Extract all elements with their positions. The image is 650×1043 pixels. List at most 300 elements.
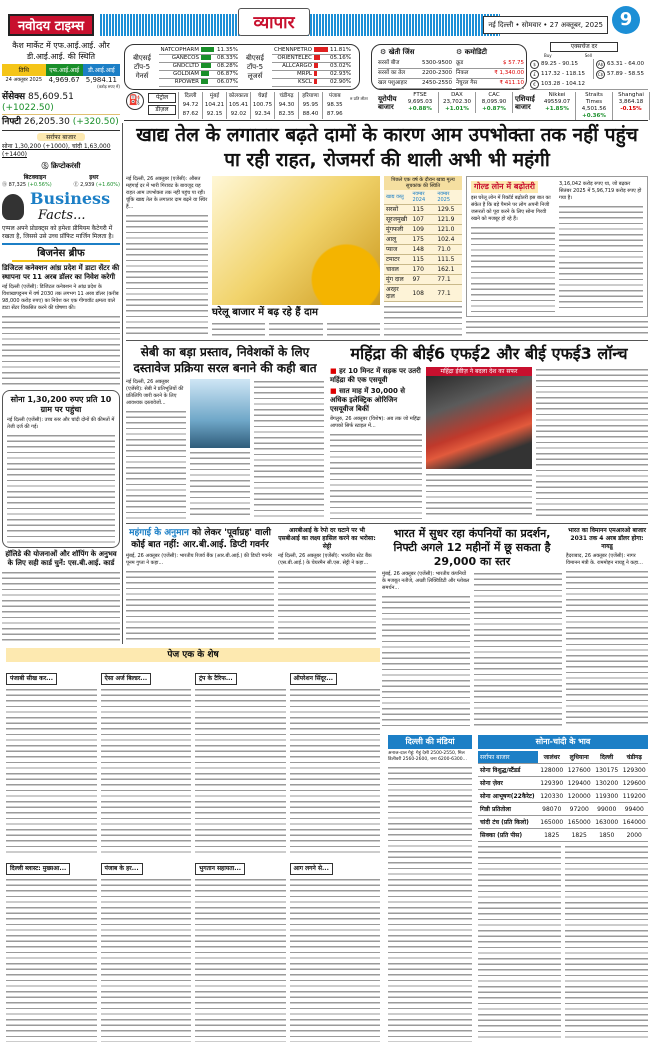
- stock-change: 06.87%: [217, 71, 238, 77]
- stock-bar-cell: [201, 47, 215, 54]
- stock-change: 06.07%: [217, 79, 238, 85]
- index-change: +0.88%: [408, 106, 432, 112]
- price-cell: 129300: [620, 764, 648, 777]
- currency-icon: €: [530, 80, 539, 89]
- main-lead: नई दिल्ली, 26 अक्तूबर (एजेंसी): औसत महंगाई दर में भारी गिरावट के बावजूद यह राहत आम उपभोक्ता तक नहीं पहुंच पा रही। चूंकि खाद्य तेल के लगातार दाम बढ़ने या स्थिर हैं...: [126, 176, 208, 210]
- food-header-row: [384, 190, 462, 205]
- price-cell: 163000: [593, 816, 621, 829]
- europe-label: यूरोपीय बाजार: [378, 95, 397, 111]
- page-one-body: [6, 877, 97, 1043]
- food-item: मूंग दाल: [384, 275, 410, 285]
- mandi-lead: अनाज-दाल गेहूं: गेहूं देसी 2500-2550, मिल डिलीवरी 2560-2600, चना 6200-6300...: [388, 751, 467, 762]
- gold-loan-col-2: [559, 181, 643, 312]
- brief-headline: डिजिटल कनेक्शन आंध्र प्रदेश में डाटा सेंटर की स्थापना पर 11 अरब डॉलर का निवेश करेगी: [2, 264, 120, 281]
- section-title: व्यापार: [238, 8, 310, 36]
- gainers-row: [159, 47, 238, 55]
- losers-row: [272, 63, 351, 71]
- market-index: [439, 92, 476, 113]
- stock-bar-cell: [314, 71, 328, 78]
- stock-change: 11.81%: [329, 47, 351, 53]
- losers-label: बीएसई टॉप-5 लूजर्स: [246, 53, 264, 80]
- page-one-body: [101, 687, 192, 853]
- food-row: [384, 285, 462, 302]
- metal-label: सोना ज़ेवर: [478, 777, 538, 790]
- food-item: प्याज: [384, 245, 410, 255]
- rbi-headline: महंगाई के अनुमान को लेकर 'पूर्वाग्रह' वाली कोई बात नहीं: आर.बी.आई. डिप्टी गवर्नर: [129, 528, 271, 550]
- mahindra-lead: बेंगलुरु, 26 अक्तूबर (विशेष): अब तक जो महिंद्रा आपको सिर्फ स्टाइल में...: [330, 416, 421, 429]
- food-header: खाद्य वस्तु: [384, 190, 410, 205]
- sensex-change: (+1022.50): [2, 103, 54, 113]
- sensex-value: 85,609.51: [27, 92, 74, 102]
- mahindra-photo-caption: महिंद्रा ईवीज़ ने बदला देश का सफर: [426, 367, 532, 376]
- mahindra-body-2: [426, 472, 532, 519]
- fii-note: (करोड़ रुपए में): [97, 84, 120, 89]
- facts-title: Business: [30, 189, 111, 208]
- commodity-icon: ⚙: [456, 48, 465, 56]
- main-divider: [126, 340, 648, 341]
- index-change: +1.01%: [445, 106, 469, 112]
- price-cell: 98070: [538, 803, 566, 816]
- eth-label: इथर: [89, 174, 99, 181]
- food-row: [384, 265, 462, 275]
- market-index: [539, 92, 576, 120]
- gold-loan-body-2: [559, 204, 643, 312]
- page-one-column: [6, 665, 97, 1042]
- stock-name: GNDCLTD: [172, 63, 199, 69]
- fii-dii-table: [2, 64, 120, 84]
- main-col-2-text: [212, 321, 380, 337]
- stock-change: 08.33%: [217, 55, 238, 61]
- item-price: 5300-9500: [422, 60, 452, 66]
- item-price: ₹ 411.10: [499, 80, 524, 86]
- stock-name: ORIENTELEC: [277, 55, 312, 61]
- sell-label: Sell: [584, 53, 592, 58]
- fuel-city: दिल्ली: [179, 92, 203, 101]
- metal-label: गिन्नी प्रतितोला: [478, 803, 538, 816]
- page-one-subhead: [6, 855, 97, 875]
- item-name: सरसों बीज: [378, 60, 400, 66]
- stock-bar: [314, 71, 317, 76]
- index-value: 3,864.18: [618, 99, 644, 105]
- mandi-body: [388, 765, 472, 1042]
- head-gear-icon: [2, 194, 24, 220]
- fii-date: 24 अक्तूबर 2025: [5, 77, 43, 83]
- price-cell: 99400: [620, 803, 648, 816]
- index-change: +0.36%: [582, 113, 606, 119]
- metal-label: सोना विशुद्ध/स्टैंडर्ड: [478, 764, 538, 777]
- gainers-row: [159, 55, 238, 63]
- gainers-table: [159, 47, 238, 87]
- main-body-5: [384, 304, 462, 337]
- gold-loan-text2: 3,16,042 करोड़ रुपए था, जो बढ़कर सितंबर 2025 में 5,96,719 करोड़ रुपए हो गया है।: [559, 181, 642, 201]
- fii-dii-box: [2, 40, 120, 90]
- main-body-6: [466, 319, 648, 337]
- sona-chandi-body-1: [478, 844, 561, 1042]
- food-index: 97: [410, 275, 435, 285]
- page-one-subhead-label: भुगतान सहायता...: [195, 863, 245, 875]
- page-one-subhead-label: पंजाबी सीख कर...: [6, 673, 57, 685]
- stock-change: 02.90%: [329, 79, 351, 85]
- commodity-row: [456, 59, 524, 69]
- commodity-row: [456, 79, 524, 89]
- metal-label: सिक्का (प्रति पीस): [478, 829, 538, 842]
- stock-bar: [201, 55, 211, 60]
- price-cell: 1825: [538, 829, 566, 842]
- page-one-body: [290, 877, 381, 1043]
- gainers-row: [159, 71, 238, 79]
- food-index: 115: [410, 205, 435, 215]
- price-cell: 128000: [538, 764, 566, 777]
- exchange-rate: 117.32 - 118.15: [541, 70, 585, 77]
- nifty-change: (+320.50): [72, 117, 119, 127]
- price-cell: 165000: [565, 816, 593, 829]
- page-one-title: पेज एक के शेष: [6, 648, 380, 662]
- diesel-label: डीज़ल: [148, 105, 176, 115]
- stock-bar: [201, 79, 208, 84]
- index-name: CAC: [488, 92, 500, 98]
- losers-row: [272, 55, 351, 63]
- kheti-title: ⚙ खेती जिंस: [380, 48, 415, 56]
- price-cell: 129390: [538, 777, 566, 790]
- th-dii: डी.आई.आई: [83, 64, 120, 76]
- page-one-subhead-label: ट्रंप के टैरिफ...: [195, 673, 237, 685]
- price-cell: 119200: [620, 790, 648, 803]
- currency-icon: C$: [597, 71, 604, 77]
- food-row: [384, 235, 462, 245]
- stock-name: CHENNPETRO: [274, 47, 312, 53]
- sona-chandi-header: सर्राफा बाजार: [478, 751, 538, 764]
- fuel-unit: रु प्रति लीटर: [350, 96, 368, 101]
- food-index: 77.1: [435, 275, 462, 285]
- index-change: +0.87%: [482, 106, 506, 112]
- main-subhead: घरेलू बाजार में बढ़ रहे हैं दाम: [212, 307, 318, 318]
- gainers-row: [159, 79, 238, 87]
- kheti-row: [378, 59, 452, 69]
- index-name: DAX: [451, 92, 463, 98]
- food-header: नवम्बर 2024: [410, 190, 435, 205]
- stock-bar: [201, 63, 211, 68]
- food-table-box: [384, 176, 462, 302]
- main-col-1: [126, 176, 208, 337]
- th-fii: एफ.आई.आई: [46, 64, 83, 76]
- stock-change: 05.16%: [329, 55, 351, 61]
- sona-chandi-header-row: [478, 751, 648, 764]
- index-value: 23,702.30: [443, 99, 471, 105]
- sona-chandi-header: दिल्ली: [593, 751, 621, 764]
- mahindra-col-2: [426, 367, 532, 519]
- mahindra-body-row: [330, 367, 648, 519]
- sbi-headline: आरबीआई के रेपो दर घटाने पर भी एसबीआई का लक्ष्य हासिल करने का भरोसा: सेट्टी: [278, 527, 376, 550]
- sarafa-line: सोना 1,30,200 (+1000), चांदी 1,63,000 (+1400): [2, 143, 111, 158]
- price-cell: 99000: [593, 803, 621, 816]
- food-index: 148: [410, 245, 435, 255]
- sbi-body: [278, 569, 376, 643]
- fuel-price: 100.75: [251, 101, 275, 110]
- food-row: [384, 275, 462, 285]
- index-value: 4,501.56: [581, 106, 607, 112]
- fuel-price: 88.40: [299, 110, 323, 119]
- food-price-table: [384, 190, 462, 302]
- sebi-body-2: [190, 450, 250, 519]
- price-cell: 127600: [565, 764, 593, 777]
- page-one-subhead-label: आग लगने से...: [290, 863, 333, 875]
- food-col: [384, 176, 462, 337]
- stock-bar: [314, 47, 328, 52]
- mahindra-bullet-2: ■ सात माह में 30,000 से अधिक इलेक्ट्रिक ओरिजिन एसयूवीज बिकीं: [330, 387, 405, 413]
- gold-loan-col-1: [471, 181, 555, 312]
- sona-chandi-title: सोना-चांदी के भाव: [478, 735, 648, 749]
- mandi-box: [388, 735, 472, 1042]
- exchange-headers: [530, 53, 592, 58]
- item-price: 2450-2550: [422, 80, 452, 86]
- main-headline: खाद्य तेल के लगातार बढ़ते दामों के कारण आम उपभोक्ता तक नहीं पहुंच पा रही राहत, रोजमर्रा की थाली अभी भी महंगी: [136, 124, 638, 171]
- food-index: 102.4: [435, 235, 462, 245]
- index-name: FTSE: [413, 92, 427, 98]
- brief-body: [2, 314, 120, 388]
- exchange-rate-row: [530, 79, 592, 89]
- metal-label: चांदी टंच (प्रति किलो): [478, 816, 538, 829]
- page-one-subhead-label: ऐसा अर्ज बिल्डर...: [101, 673, 152, 685]
- food-index: 121.0: [435, 225, 462, 235]
- page-one-subhead-label: पंजाब के हर...: [101, 863, 143, 875]
- commodity-list: [456, 59, 524, 89]
- exchange-left: [530, 59, 592, 89]
- losers-row: [272, 47, 351, 55]
- holiday-body: [2, 570, 120, 644]
- fuel-price: 105.41: [227, 101, 251, 110]
- commodity-row: [456, 69, 524, 79]
- stock-name: GOLDIAM: [172, 71, 199, 77]
- sebi-body-1: [126, 409, 186, 519]
- main-body-1: [126, 213, 208, 337]
- left-column: [2, 40, 120, 644]
- wheat-icon: ⚙: [380, 48, 389, 56]
- losers-row: [272, 79, 351, 87]
- currency-icon: A$: [597, 61, 604, 67]
- sona-chandi-body-2: [565, 844, 648, 1042]
- item-name: खल पशुआहार: [378, 80, 408, 86]
- holiday-headline: हॉलिडे की योजनाओं और शॉपिंग के अनुभव के लिए सही कार्ड चुनें: एस.बी.आई. कार्ड: [5, 550, 117, 567]
- nifty-lead: मुंबई, 26 अक्तूबर (एजेंसी): भारतीय कंपनियों के मजबूत नतीजे, अच्छी लिक्विडिटी और ग्लोबल समर्थन...: [382, 571, 470, 591]
- main-col-2: [212, 176, 380, 337]
- exchange-rate-row: [596, 59, 648, 69]
- food-index: 175: [410, 235, 435, 245]
- food-index: 71.0: [435, 245, 462, 255]
- facts-text: एप्पल अपने प्रोडक्ट्स को हमेशा प्रीमियम कैटेगरी में रखता है, जिससे उसे उच्च प्रॉफिट मार्जिन मिलता है।: [2, 225, 120, 245]
- fuel-city: पंजाब: [323, 92, 347, 101]
- fii-dii-title: कैश मार्केट में एफ.आई.आई. और डी.आई.आई. की स्थिति: [12, 41, 110, 61]
- item-name: नेचुरल गैस: [456, 80, 478, 86]
- main-body-4: [327, 321, 380, 337]
- fuel-city: चेन्नई: [251, 92, 275, 101]
- food-index: 111.5: [435, 255, 462, 265]
- page-number: 9: [612, 6, 640, 34]
- exchange-rate: 89.25 - 90.15: [541, 60, 578, 67]
- btc-value: 87,325: [8, 182, 27, 188]
- food-index: 170: [410, 265, 435, 275]
- fuel-price: 92.34: [251, 110, 275, 119]
- kheti-list: [378, 59, 452, 89]
- kheti-row: [378, 69, 452, 79]
- gainers-losers-box: [124, 44, 360, 90]
- sona-chandi-row: [478, 764, 648, 777]
- sona-body: [7, 433, 115, 543]
- gainers-row: [159, 63, 238, 71]
- page-one-subhead-label: दिल्ली ब्लास्ट: मुख्यआ...: [6, 863, 70, 875]
- page-one-subhead-label: ऑपरेशन सिंदूर...: [290, 673, 338, 685]
- sona-box: [2, 390, 120, 548]
- sona-chandi-row: [478, 829, 648, 842]
- rbi-lead: मुंबई, 26 अक्तूबर (एजेंसी): भारतीय रिजर्व बैंक (आर.बी.आई.) की डिप्टी गवर्नर पूनम गुप्ता ने कहा...: [126, 553, 272, 566]
- sona-lead: नई दिल्ली (एजेंसी): उच्च स्तर और चांदी दोनों की कीमतों में तेजी दर्ज की गई।: [7, 417, 115, 430]
- fuel-row-cities: [179, 92, 347, 101]
- page-one-body: [195, 877, 286, 1043]
- sona-chandi-row: [478, 803, 648, 816]
- buy-label: Buy: [544, 53, 552, 58]
- stock-name: ALLCARGO: [282, 63, 312, 69]
- price-cell: 120000: [565, 790, 593, 803]
- food-item: टमाटर: [384, 255, 410, 265]
- sebi-col-2: [190, 379, 250, 519]
- main-story: [126, 123, 648, 337]
- food-row: [384, 225, 462, 235]
- brief-title: बिजनेस ब्रीफ: [12, 247, 110, 262]
- sona-chandi-row: [478, 777, 648, 790]
- page-one-subhead: [195, 855, 286, 875]
- nifty-headline: भारत में सुधर रहा कंपनियों का प्रदर्शन, निफ्टी अगले 12 महीनों में छू सकता है 29,000 का स्तर: [393, 527, 551, 568]
- page-one-subhead: [290, 855, 381, 875]
- mandi-title: दिल्ली की मंडियां: [388, 735, 472, 749]
- food-index: 107: [410, 215, 435, 225]
- fuel-price: 87.62: [179, 110, 203, 119]
- sona-headline: सोना 1,30,200 रुपए प्रति 10 ग्राम पर पहुंचा: [10, 395, 112, 414]
- eth-value: 2,939: [80, 182, 95, 188]
- sbi-lead: नई दिल्ली, 26 अक्तूबर (एजेंसी): भारतीय स्टेट बैंक (एस.बी.आई.) के चेयरमैन सी.एस. सेट्टी ने कहा...: [278, 553, 372, 566]
- rbi-body: [126, 569, 274, 643]
- kheti-row: [378, 79, 452, 89]
- sona-chandi-row: [478, 790, 648, 803]
- stock-name: GANECOS: [171, 55, 199, 61]
- sebi-col-1: [126, 379, 186, 519]
- world-markets: [378, 92, 648, 120]
- commodity-title: ⚙ कमोडिटी: [456, 48, 487, 56]
- fuel-pump-icon: ⛽: [126, 92, 144, 110]
- food-table-title: पिछले एक वर्ष के दौरान खाद्य मूल्य सूचकांक की स्थिति: [384, 176, 462, 190]
- brief-lead: नई दिल्ली (एजेंसी): डिजिटल कनेक्शन ने आंध्र प्रदेश के विशाखापट्टनम में वर्ष 2030 तक लगभग 11 अरब डॉलर (करीब 98,000 करोड़ रुपए) का निवेश कर एक गीगावॉट क्षमता वाले डाटा सेंटर विकसित करने की घोषणा की।: [2, 284, 119, 311]
- nifty-body-2: [474, 571, 562, 728]
- food-header: नवम्बर 2025: [435, 190, 462, 205]
- price-cell: 129600: [620, 777, 648, 790]
- gold-loan-body: [471, 225, 555, 312]
- food-index: 121.9: [435, 215, 462, 225]
- btc-change: (+0.56%): [27, 182, 52, 188]
- sona-chandi-body: [478, 844, 648, 1042]
- fuel-table: [178, 92, 347, 119]
- page-one-column: [195, 665, 286, 1042]
- mahindra-story: [330, 344, 648, 519]
- main-body-2: [212, 321, 265, 337]
- fdi-headline: भारत का विमानन एमआरओ बाजार 2031 तक 4 अरब डॉलर होगा: नायडू: [568, 527, 646, 550]
- sensex-row: सेंसेक्स 85,609.51 (+1022.50): [2, 92, 120, 115]
- sbi-story: [278, 527, 376, 643]
- gold-loan-text: इस घरेलू लोन में रिकॉर्ड बढ़ोतरी इस बात का संकेत है कि बड़े पैमाने पर लोग अपनी निजी जरूरतों को पूरा करने के लिए सोना गिरवी रखने को मजबूर हो रहे हैं।: [471, 195, 551, 222]
- mahindra-headline: महिंद्रा की बीई6 एफई2 और बीई एफई3 लॉन्च: [350, 344, 628, 363]
- fuel-price: 95.95: [299, 101, 323, 110]
- price-cell: 165000: [538, 816, 566, 829]
- losers-table: [272, 47, 351, 87]
- price-cell: 120330: [538, 790, 566, 803]
- food-row: [384, 205, 462, 215]
- sebi-body-row: [126, 379, 324, 519]
- item-price: $ 57.75: [503, 60, 524, 66]
- crypto-title: Ⓢ क्रिप्टोकरंसी: [41, 162, 81, 170]
- food-row: [384, 255, 462, 265]
- item-price: 2200-2300: [422, 70, 452, 76]
- facts-subtitle: Facts...: [38, 208, 86, 223]
- stock-bar-cell: [201, 71, 215, 78]
- exchange-box: [530, 42, 648, 90]
- asia-label: एशियाई बाजार: [515, 95, 535, 111]
- th-date: तिथि: [2, 64, 46, 76]
- food-item: मूंगफली: [384, 225, 410, 235]
- sona-chandi-row: [478, 816, 648, 829]
- fuel-city: चंडीगढ़: [275, 92, 299, 101]
- fuel-price: 92.15: [203, 110, 227, 119]
- food-index: 162.1: [435, 265, 462, 275]
- page-one-body: [290, 687, 381, 853]
- crypto-icon: Ⓢ: [41, 162, 51, 170]
- index-change: -0.15%: [620, 106, 642, 112]
- stock-name: RPOWER: [174, 79, 199, 85]
- kheti-commodity-box: [371, 44, 527, 90]
- nifty-body-row: [382, 571, 562, 728]
- sona-chandi-box: [478, 735, 648, 1042]
- food-index: 115: [410, 255, 435, 265]
- item-price: ₹ 1,340.00: [494, 70, 524, 76]
- item-name: निकल: [456, 70, 469, 76]
- page-one-body: [6, 687, 97, 853]
- stock-name: MRPL: [297, 71, 312, 77]
- index-value: 8,095.90: [481, 99, 507, 105]
- header-divider: [124, 120, 648, 121]
- car-photo: [426, 376, 532, 469]
- market-index: [576, 92, 613, 120]
- stock-bar-cell: [314, 55, 328, 62]
- fuel-row-diesel_prices: [179, 110, 347, 119]
- fuel-price: 94.72: [179, 101, 203, 110]
- fdi-body: [566, 569, 648, 728]
- currency-icon: $: [530, 60, 539, 69]
- item-name: सरसों का तेल: [378, 70, 406, 76]
- exchange-right: [593, 59, 648, 79]
- price-cell: 164000: [620, 816, 648, 829]
- exchange-rate: 57.89 - 58.55: [607, 70, 644, 77]
- sebi-lead: नई दिल्ली, 26 अक्तूबर (एजेंसी): सेबी ने प्रतिभूतियों की प्रतिलिपि जारी करने के लिए आवश्यक दस्तावेजों...: [126, 379, 184, 406]
- stock-bar: [314, 55, 320, 60]
- food-index: 108: [410, 285, 435, 302]
- mahindra-bullet-1: ■ हर 10 मिनट में सड़क पर उतरी महिंद्रा की एक एसयूवी: [330, 367, 421, 384]
- food-item: चावल: [384, 265, 410, 275]
- petrol-label: पेट्रोल: [148, 93, 176, 103]
- stock-bar-cell: [201, 63, 215, 70]
- index-value: 9,695.03: [407, 99, 433, 105]
- page-one-column: [290, 665, 381, 1042]
- stock-bar-cell: [314, 63, 328, 70]
- index-value: 49559.07: [543, 99, 571, 105]
- dii-value: 5,984.11: [85, 76, 117, 84]
- gainers-label: बीएसई टॉप-5 गेनर्स: [133, 53, 151, 80]
- stock-change: 08.28%: [217, 63, 238, 69]
